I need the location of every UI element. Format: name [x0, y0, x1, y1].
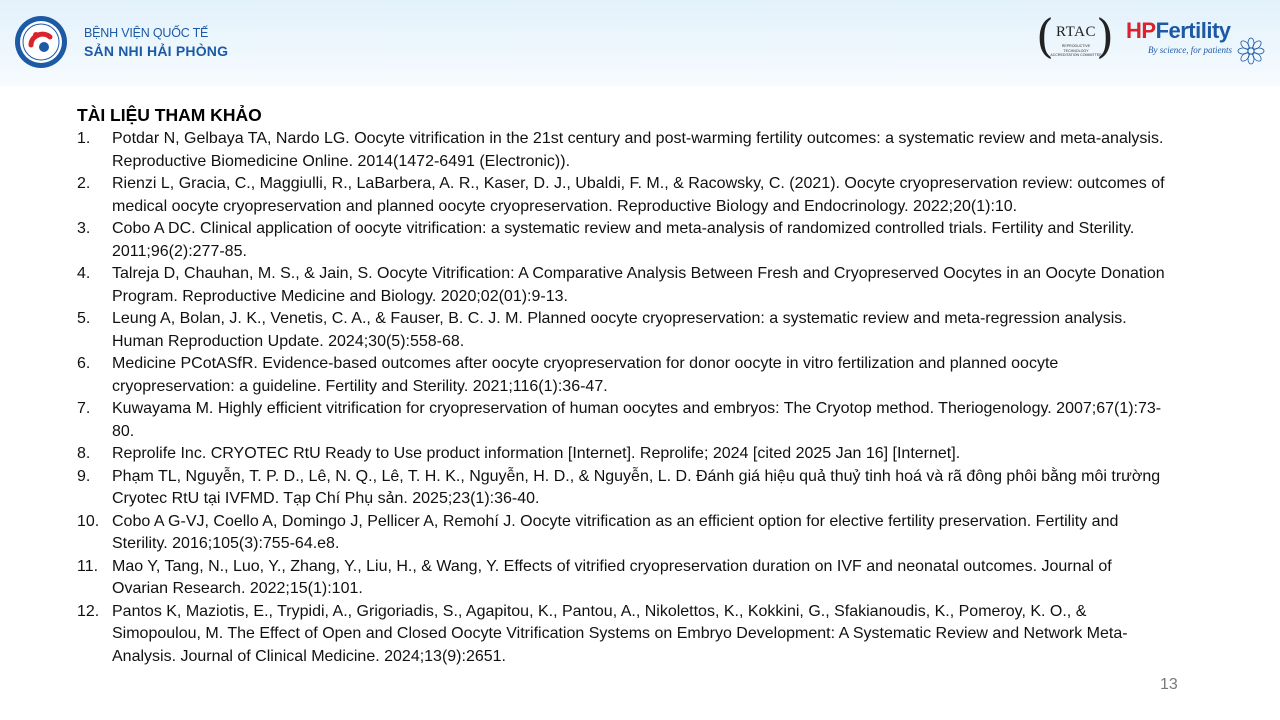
hospital-logo-icon [14, 15, 68, 69]
reference-item [77, 173, 1172, 218]
brand-fertility: Fertility [1155, 18, 1231, 43]
hospital-name-line2: SẢN NHI HẢI PHÒNG [84, 43, 229, 59]
reference-text: Rienzi L, Gracia, C., Maggiulli, R., LaBarbera, A. R., Kaser, D. J., Ubaldi, F. M., & Racowsky, C. (2021). Oocyte cryopreservation review: outcomes of medical oocyte cryopreservation and planned oocyte cryopreservation. Reproductive Biology and Endocrinology. 2022;20(1):10. [112, 175, 1165, 215]
reference-number: 7. [77, 400, 91, 417]
reference-text: Cobo A DC. Clinical application of oocyte vitrification: a systematic review and meta-analysis of randomized controlled trials. Fertility and Sterility. 2011;96(2):277-85. [112, 220, 1135, 260]
reference-item [77, 353, 1172, 398]
brand-hp: HP [1126, 18, 1156, 43]
reference-text: Phạm TL, Nguyễn, T. P. D., Lê, N. Q., Lê, T. H. K., Nguyễn, H. D., & Nguyễn, L. D. Đánh giá hiệu quả thuỷ tinh hoá và rã đông phôi bằng môi trường Cryotec RtU tại IVFMD. Tạp Chí Phụ sản. 2025;23(1):36-40. [112, 467, 1161, 507]
reference-number: 2. [77, 175, 91, 192]
reference-text: Leung A, Bolan, J. K., Venetis, C. A., & Fauser, B. C. J. M. Planned oocyte cryopreservation: a systematic review and meta-regression analysis. Human Reproduction Update. 2024;30(5):558-68. [112, 310, 1127, 350]
rtac-logo: ( RTAC REPRODUCTIVE TECHNOLOGY ACCREDITATION COMMITTEE ) [1036, 9, 1114, 63]
reference-text: Cobo A G-VJ, Coello A, Domingo J, Pellicer A, Remohí J. Oocyte vitrification as an efficient option for elective fertility preservation. Fertility and Sterility. 2016;105(3):755-64.e8. [112, 512, 1119, 552]
reference-item [77, 556, 1172, 601]
reference-text: Medicine PCotASfR. Evidence-based outcomes after oocyte cryopreservation for donor oocyte in vitro fertilization and planned oocyte cryopreservation: a guideline. Fertility and Sterility. 2021;116(1):36-47. [112, 355, 1059, 395]
reference-item [77, 601, 1172, 669]
rtac-mark: RTAC [1056, 24, 1096, 40]
reference-text: Mao Y, Tang, N., Luo, Y., Zhang, Y., Liu, H., & Wang, Y. Effects of vitrified cryopreservation duration on IVF and neonatal outcomes. Journal of Ovarian Research. 2022;15(1):101. [112, 557, 1112, 597]
reference-number: 4. [77, 265, 91, 282]
reference-item [77, 443, 1172, 466]
reference-item [77, 466, 1172, 511]
header-bar [0, 0, 1280, 86]
reference-text: Potdar N, Gelbaya TA, Nardo LG. Oocyte vitrification in the 21st century and post-warming fertility outcomes: a systematic review and meta-analysis. Reproductive Biomedicine Online. 2014(1472-6491 (Electronic)). [112, 130, 1164, 170]
hospital-name [84, 24, 228, 60]
reference-item [77, 511, 1172, 556]
reference-item [77, 398, 1172, 443]
references-title: TÀI LIỆU THAM KHẢO [77, 105, 262, 125]
reference-number: 10. [77, 512, 100, 530]
reference-item [77, 128, 1172, 173]
reference-item [77, 263, 1172, 308]
references-section [77, 104, 1172, 668]
reference-number: 11. [77, 557, 99, 575]
reference-text: Pantos K, Maziotis, E., Trypidi, A., Grigoriadis, S., Agapitou, K., Pantou, A., Nikolettos, K., Kokkini, G., Sfakianoudis, K., Pomeroy, K. O., & Simopoulou, M. The Effect of Open and Closed Oocyte Vitrification Systems on Embryo Development: A Systematic Review and Network Meta-Analysis. Journal of Clinical Medicine. 2024;13(9):2651. [112, 602, 1128, 665]
reference-number: 1. [77, 130, 91, 147]
reference-number: 6. [77, 355, 91, 372]
brand-name [1126, 18, 1231, 44]
reference-text: Reprolife Inc. CRYOTEC RtU Ready to Use product information [Internet]. Reprolife; 2024 [cited 2025 Jan 16] [Internet]. [112, 445, 961, 462]
hp-fertility-logo [1126, 18, 1272, 68]
reference-item [77, 308, 1172, 353]
reference-number: 5. [77, 310, 91, 327]
reference-text: Talreja D, Chauhan, M. S., & Jain, S. Oocyte Vitrification: A Comparative Analysis Between Fresh and Cryopreserved Oocytes in an Oocyte Donation Program. Reproductive Medicine and Biology. 2020;02(01):9-13. [112, 265, 1165, 305]
reference-number: 9. [77, 467, 91, 485]
reference-number: 3. [77, 220, 91, 237]
reference-number: 12. [77, 602, 100, 620]
reference-text: Kuwayama M. Highly efficient vitrification for cryopreservation of human oocytes and embryos: The Cryotop method. Theriogenology. 2007;67(1):73-80. [112, 400, 1162, 440]
hospital-name-line1: BỆNH VIỆN QUỐC TẾ [84, 26, 209, 40]
brand-tagline: By science, for patients [1148, 45, 1232, 55]
references-list [77, 128, 1172, 668]
page-number: 13 [1160, 676, 1178, 693]
flower-icon [1236, 36, 1266, 66]
rtac-subtitle: REPRODUCTIVE TECHNOLOGY ACCREDITATION COMMITTEE [1050, 44, 1102, 57]
reference-item [77, 218, 1172, 263]
reference-number: 8. [77, 445, 91, 462]
